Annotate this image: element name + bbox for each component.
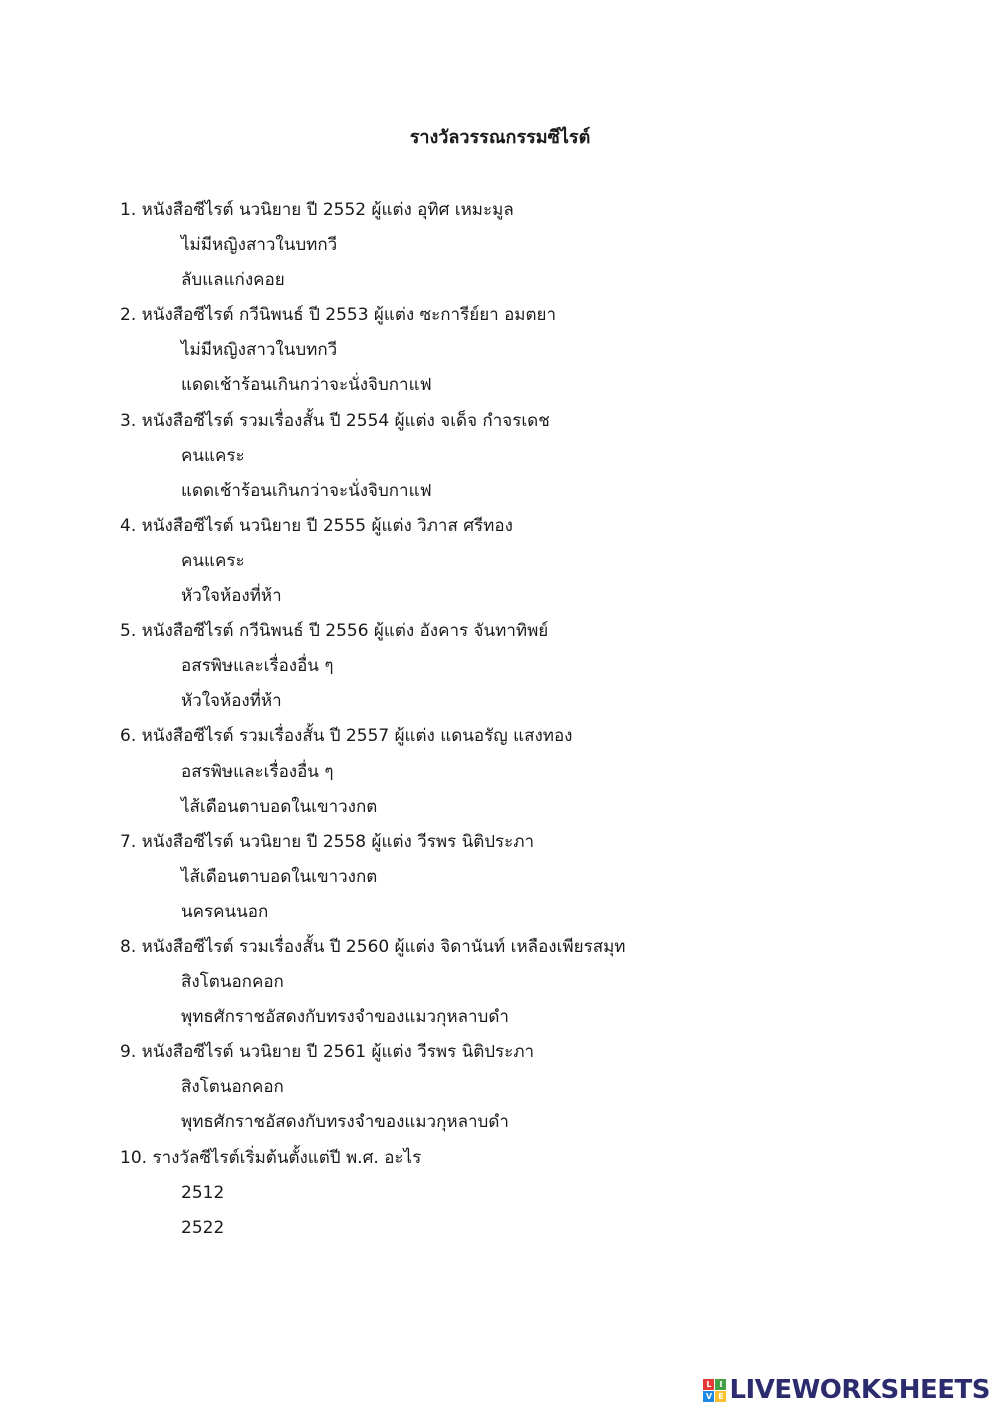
answer-option[interactable]: 2512 — [181, 1182, 225, 1203]
answer-option[interactable]: นครคนนอก — [181, 901, 269, 922]
answer-option[interactable]: ไม่มีหญิงสาวในบทกวี — [181, 340, 338, 361]
answer-option[interactable]: ลับแลแก่งคอย — [181, 270, 285, 291]
answer-option[interactable]: 2522 — [181, 1217, 225, 1238]
question-8 — [120, 930, 940, 1035]
logo-mark-letter: E — [715, 1391, 726, 1402]
question-text: 7. หนังสือซีไรต์ นวนิยาย ปี 2558 ผู้แต่ง วีรพร นิติประภา — [120, 831, 535, 852]
question-9 — [120, 1035, 940, 1140]
answer-option[interactable]: คนแคระ — [181, 445, 245, 466]
answer-option[interactable]: ไส้เดือนตาบอดในเขาวงกต — [181, 796, 378, 817]
question-1 — [120, 193, 940, 298]
answer-option[interactable]: อสรพิษและเรื่องอื่น ๆ — [181, 656, 334, 677]
page-title: รางวัลวรรณกรรมซีไรต์ — [409, 127, 591, 148]
question-text: 3. หนังสือซีไรต์ รวมเรื่องสั้น ปี 2554 ผู้แต่ง จเด็จ กำจรเดช — [120, 410, 550, 431]
logo-mark-letter: L — [703, 1379, 714, 1390]
answer-option[interactable]: สิงโตนอกคอก — [181, 1077, 284, 1098]
question-text: 1. หนังสือซีไรต์ นวนิยาย ปี 2552 ผู้แต่ง อุทิศ เหมะมูล — [120, 200, 514, 220]
question-3 — [120, 404, 940, 509]
question-text: 4. หนังสือซีไรต์ นวนิยาย ปี 2555 ผู้แต่ง วิภาส ศรีทอง — [120, 515, 513, 536]
answer-option[interactable]: สิงโตนอกคอก — [181, 972, 284, 993]
question-text: 9. หนังสือซีไรต์ นวนิยาย ปี 2561 ผู้แต่ง วีรพร นิติประภา — [120, 1042, 535, 1063]
question-2 — [120, 298, 940, 403]
answer-option[interactable]: แดดเช้าร้อนเกินกว่าจะนั่งจิบกาแฟ — [181, 375, 432, 396]
answer-option[interactable]: แดดเช้าร้อนเกินกว่าจะนั่งจิบกาแฟ — [181, 480, 432, 501]
logo-mark-letter: V — [703, 1391, 714, 1402]
question-6 — [120, 719, 940, 824]
question-text: 5. หนังสือซีไรต์ กวีนิพนธ์ ปี 2556 ผู้แต่ง อังคาร จันทาทิพย์ — [120, 621, 549, 642]
answer-option[interactable]: คนแคระ — [181, 550, 245, 571]
answer-option[interactable]: พุทธศักราชอัสดงกับทรงจำของแมวกุหลาบดำ — [181, 1112, 509, 1133]
question-5 — [120, 614, 940, 719]
answer-option[interactable]: ไส้เดือนตาบอดในเขาวงกต — [181, 866, 378, 887]
question-text: 2. หนังสือซีไรต์ กวีนิพนธ์ ปี 2553 ผู้แต่ง ซะการีย์ยา อมตยา — [120, 305, 557, 326]
answer-option[interactable]: พุทธศักราชอัสดงกับทรงจำของแมวกุหลาบดำ — [181, 1007, 509, 1028]
quiz-list — [120, 193, 940, 1246]
question-text: 10. รางวัลซีไรต์เริ่มต้นตั้งแต่ปี พ.ศ. อะไร — [120, 1147, 422, 1168]
logo-text: LIVEWORKSHEETS — [729, 1375, 990, 1405]
answer-option[interactable]: หัวใจห้องที่ห้า — [181, 691, 282, 712]
liveworksheets-logo — [703, 1375, 990, 1405]
answer-option[interactable]: หัวใจห้องที่ห้า — [181, 586, 282, 607]
logo-mark-letter: I — [715, 1379, 726, 1390]
question-7 — [120, 825, 940, 930]
question-text: 6. หนังสือซีไรต์ รวมเรื่องสั้น ปี 2557 ผู้แต่ง แดนอรัญ แสงทอง — [120, 726, 573, 747]
logo-icon — [703, 1379, 726, 1402]
answer-option[interactable]: ไม่มีหญิงสาวในบทกวี — [181, 235, 338, 256]
question-10 — [120, 1141, 940, 1246]
answer-option[interactable]: อสรพิษและเรื่องอื่น ๆ — [181, 761, 334, 782]
question-text: 8. หนังสือซีไรต์ รวมเรื่องสั้น ปี 2560 ผู้แต่ง จิดานันท์ เหลืองเพียรสมุท — [120, 936, 626, 957]
question-4 — [120, 509, 940, 614]
